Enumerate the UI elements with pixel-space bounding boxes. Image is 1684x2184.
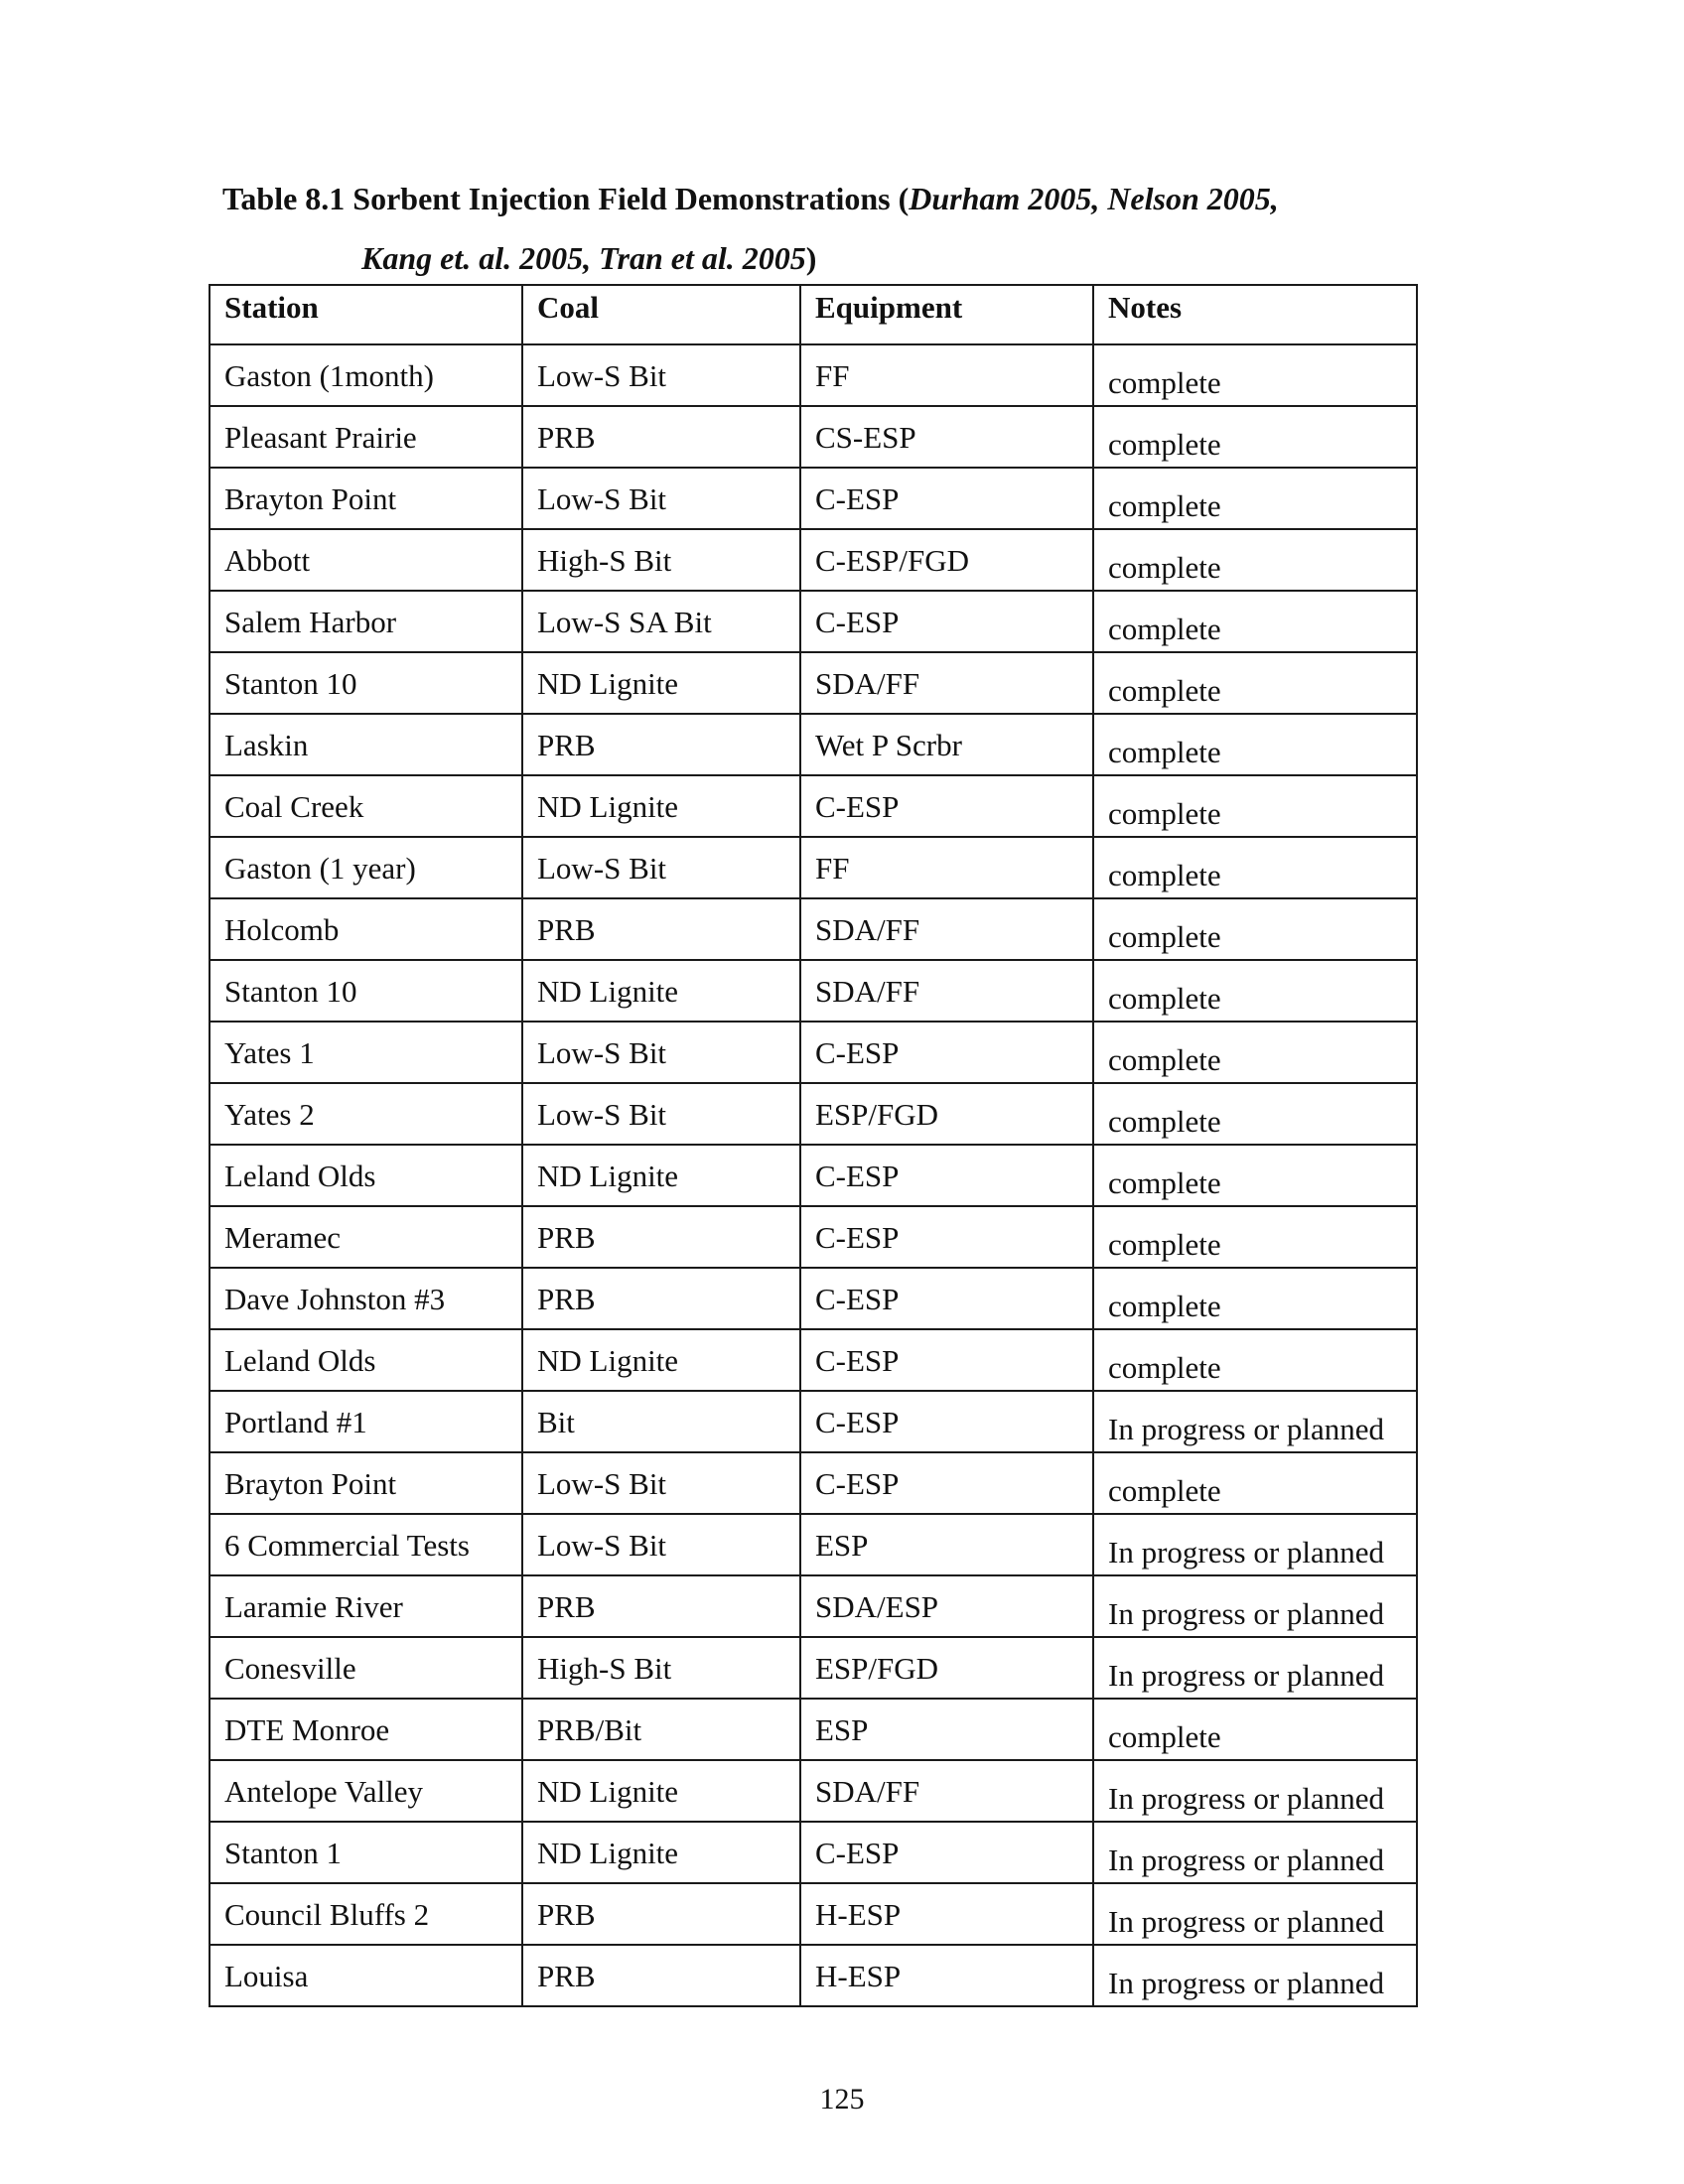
notes-cell: complete (1093, 1206, 1417, 1268)
notes-cell: complete (1093, 1022, 1417, 1083)
notes-cell: In progress or planned (1093, 1760, 1417, 1822)
table-row (210, 1391, 1417, 1452)
notes-cell: complete (1093, 898, 1417, 960)
notes-cell: complete (1093, 468, 1417, 529)
notes-cell: complete (1093, 652, 1417, 714)
equipment-cell: FF (800, 837, 1093, 898)
notes-cell: In progress or planned (1093, 1637, 1417, 1699)
station-cell: Yates 1 (210, 1022, 522, 1083)
station-cell: 6 Commercial Tests (210, 1514, 522, 1575)
station-cell: Louisa (210, 1945, 522, 2006)
table-row (210, 1637, 1417, 1699)
station-cell: Antelope Valley (210, 1760, 522, 1822)
equipment-cell: C-ESP (800, 591, 1093, 652)
equipment-cell: SDA/FF (800, 898, 1093, 960)
station-cell: Council Bluffs 2 (210, 1883, 522, 1945)
sorbent-injection-table (209, 284, 1418, 2007)
table-references-line1: Durham 2005, Nelson 2005, (909, 181, 1279, 216)
coal-cell: ND Lignite (522, 1760, 800, 1822)
notes-cell: complete (1093, 837, 1417, 898)
notes-cell: In progress or planned (1093, 1883, 1417, 1945)
coal-cell: ND Lignite (522, 1145, 800, 1206)
coal-cell: High-S Bit (522, 1637, 800, 1699)
coal-cell: Low-S SA Bit (522, 591, 800, 652)
table-row (210, 1452, 1417, 1514)
equipment-cell: ESP/FGD (800, 1637, 1093, 1699)
table-row (210, 344, 1417, 406)
coal-cell: ND Lignite (522, 960, 800, 1022)
equipment-cell: ESP (800, 1514, 1093, 1575)
station-cell: Brayton Point (210, 468, 522, 529)
equipment-cell: C-ESP (800, 1268, 1093, 1329)
coal-cell: Low-S Bit (522, 1514, 800, 1575)
notes-cell: In progress or planned (1093, 1575, 1417, 1637)
equipment-cell: C-ESP (800, 1022, 1093, 1083)
station-cell: Conesville (210, 1637, 522, 1699)
coal-cell: PRB (522, 1945, 800, 2006)
coal-cell: Low-S Bit (522, 1083, 800, 1145)
coal-cell: ND Lignite (522, 1329, 800, 1391)
table-row (210, 898, 1417, 960)
equipment-cell: C-ESP (800, 1329, 1093, 1391)
coal-cell: Low-S Bit (522, 1022, 800, 1083)
station-cell: Brayton Point (210, 1452, 522, 1514)
station-cell: Leland Olds (210, 1329, 522, 1391)
equipment-cell: SDA/FF (800, 960, 1093, 1022)
coal-cell: PRB (522, 406, 800, 468)
header-equipment: Equipment (800, 285, 1093, 344)
notes-cell: complete (1093, 1083, 1417, 1145)
station-cell: Gaston (1 year) (210, 837, 522, 898)
equipment-cell: ESP (800, 1699, 1093, 1760)
page-number: 125 (819, 2083, 865, 2116)
table-row (210, 1945, 1417, 2006)
notes-cell: In progress or planned (1093, 1514, 1417, 1575)
equipment-cell: FF (800, 344, 1093, 406)
coal-cell: ND Lignite (522, 1822, 800, 1883)
station-cell: Stanton 1 (210, 1822, 522, 1883)
equipment-cell: SDA/FF (800, 652, 1093, 714)
equipment-cell: H-ESP (800, 1883, 1093, 1945)
notes-cell: complete (1093, 775, 1417, 837)
notes-cell: In progress or planned (1093, 1945, 1417, 2006)
equipment-cell: Wet P Scrbr (800, 714, 1093, 775)
equipment-cell: C-ESP (800, 468, 1093, 529)
header-station: Station (210, 285, 522, 344)
notes-cell: complete (1093, 714, 1417, 775)
equipment-cell: SDA/ESP (800, 1575, 1093, 1637)
equipment-cell: C-ESP (800, 1391, 1093, 1452)
table-row (210, 1083, 1417, 1145)
notes-cell: complete (1093, 591, 1417, 652)
table-row (210, 1206, 1417, 1268)
equipment-cell: H-ESP (800, 1945, 1093, 2006)
notes-cell: complete (1093, 344, 1417, 406)
table-label: Table 8.1 (222, 181, 346, 216)
coal-cell: Low-S Bit (522, 837, 800, 898)
station-cell: Yates 2 (210, 1083, 522, 1145)
table-row (210, 652, 1417, 714)
station-cell: Salem Harbor (210, 591, 522, 652)
station-cell: Holcomb (210, 898, 522, 960)
station-cell: Dave Johnston #3 (210, 1268, 522, 1329)
coal-cell: ND Lignite (522, 775, 800, 837)
table-row (210, 837, 1417, 898)
table-row (210, 406, 1417, 468)
table-row (210, 714, 1417, 775)
notes-cell: complete (1093, 960, 1417, 1022)
table-row (210, 1268, 1417, 1329)
notes-cell: complete (1093, 1699, 1417, 1760)
table-row (210, 1022, 1417, 1083)
table-row (210, 1514, 1417, 1575)
equipment-cell: C-ESP/FGD (800, 529, 1093, 591)
coal-cell: ND Lignite (522, 652, 800, 714)
table-row (210, 1575, 1417, 1637)
station-cell: Stanton 10 (210, 960, 522, 1022)
equipment-cell: C-ESP (800, 1452, 1093, 1514)
table-row (210, 1822, 1417, 1883)
coal-cell: Low-S Bit (522, 344, 800, 406)
table-row (210, 591, 1417, 652)
coal-cell: PRB (522, 714, 800, 775)
coal-cell: Low-S Bit (522, 1452, 800, 1514)
equipment-cell: C-ESP (800, 1145, 1093, 1206)
station-cell: Stanton 10 (210, 652, 522, 714)
coal-cell: Bit (522, 1391, 800, 1452)
coal-cell: Low-S Bit (522, 468, 800, 529)
coal-cell: PRB (522, 1206, 800, 1268)
table-title: Sorbent Injection Field Demonstrations ( (352, 181, 910, 216)
equipment-cell: C-ESP (800, 1822, 1093, 1883)
table-header-row (210, 285, 1417, 344)
notes-cell: complete (1093, 406, 1417, 468)
table-row (210, 960, 1417, 1022)
station-cell: Gaston (1month) (210, 344, 522, 406)
station-cell: Laramie River (210, 1575, 522, 1637)
table-row (210, 1883, 1417, 1945)
notes-cell: complete (1093, 1329, 1417, 1391)
station-cell: Coal Creek (210, 775, 522, 837)
coal-cell: High-S Bit (522, 529, 800, 591)
equipment-cell: C-ESP (800, 775, 1093, 837)
station-cell: Portland #1 (210, 1391, 522, 1452)
table-body (210, 344, 1417, 2006)
table-row (210, 1145, 1417, 1206)
notes-cell: In progress or planned (1093, 1822, 1417, 1883)
notes-cell: complete (1093, 1145, 1417, 1206)
station-cell: Abbott (210, 529, 522, 591)
station-cell: Laskin (210, 714, 522, 775)
table-row (210, 775, 1417, 837)
coal-cell: PRB (522, 1575, 800, 1637)
table-caption (222, 169, 1414, 288)
table-row (210, 468, 1417, 529)
table-row (210, 529, 1417, 591)
station-cell: Pleasant Prairie (210, 406, 522, 468)
coal-cell: PRB (522, 1268, 800, 1329)
equipment-cell: ESP/FGD (800, 1083, 1093, 1145)
header-notes: Notes (1093, 285, 1417, 344)
table-references-line2: Kang et. al. 2005, Tran et al. 2005 (361, 240, 806, 276)
coal-cell: PRB (522, 1883, 800, 1945)
station-cell: Leland Olds (210, 1145, 522, 1206)
notes-cell: In progress or planned (1093, 1391, 1417, 1452)
station-cell: Meramec (210, 1206, 522, 1268)
equipment-cell: CS-ESP (800, 406, 1093, 468)
equipment-cell: SDA/FF (800, 1760, 1093, 1822)
header-coal: Coal (522, 285, 800, 344)
notes-cell: complete (1093, 529, 1417, 591)
notes-cell: complete (1093, 1268, 1417, 1329)
notes-cell: complete (1093, 1452, 1417, 1514)
coal-cell: PRB (522, 898, 800, 960)
caption-close-paren: ) (805, 240, 817, 276)
table-row (210, 1760, 1417, 1822)
table-row (210, 1329, 1417, 1391)
equipment-cell: C-ESP (800, 1206, 1093, 1268)
coal-cell: PRB/Bit (522, 1699, 800, 1760)
table-row (210, 1699, 1417, 1760)
station-cell: DTE Monroe (210, 1699, 522, 1760)
